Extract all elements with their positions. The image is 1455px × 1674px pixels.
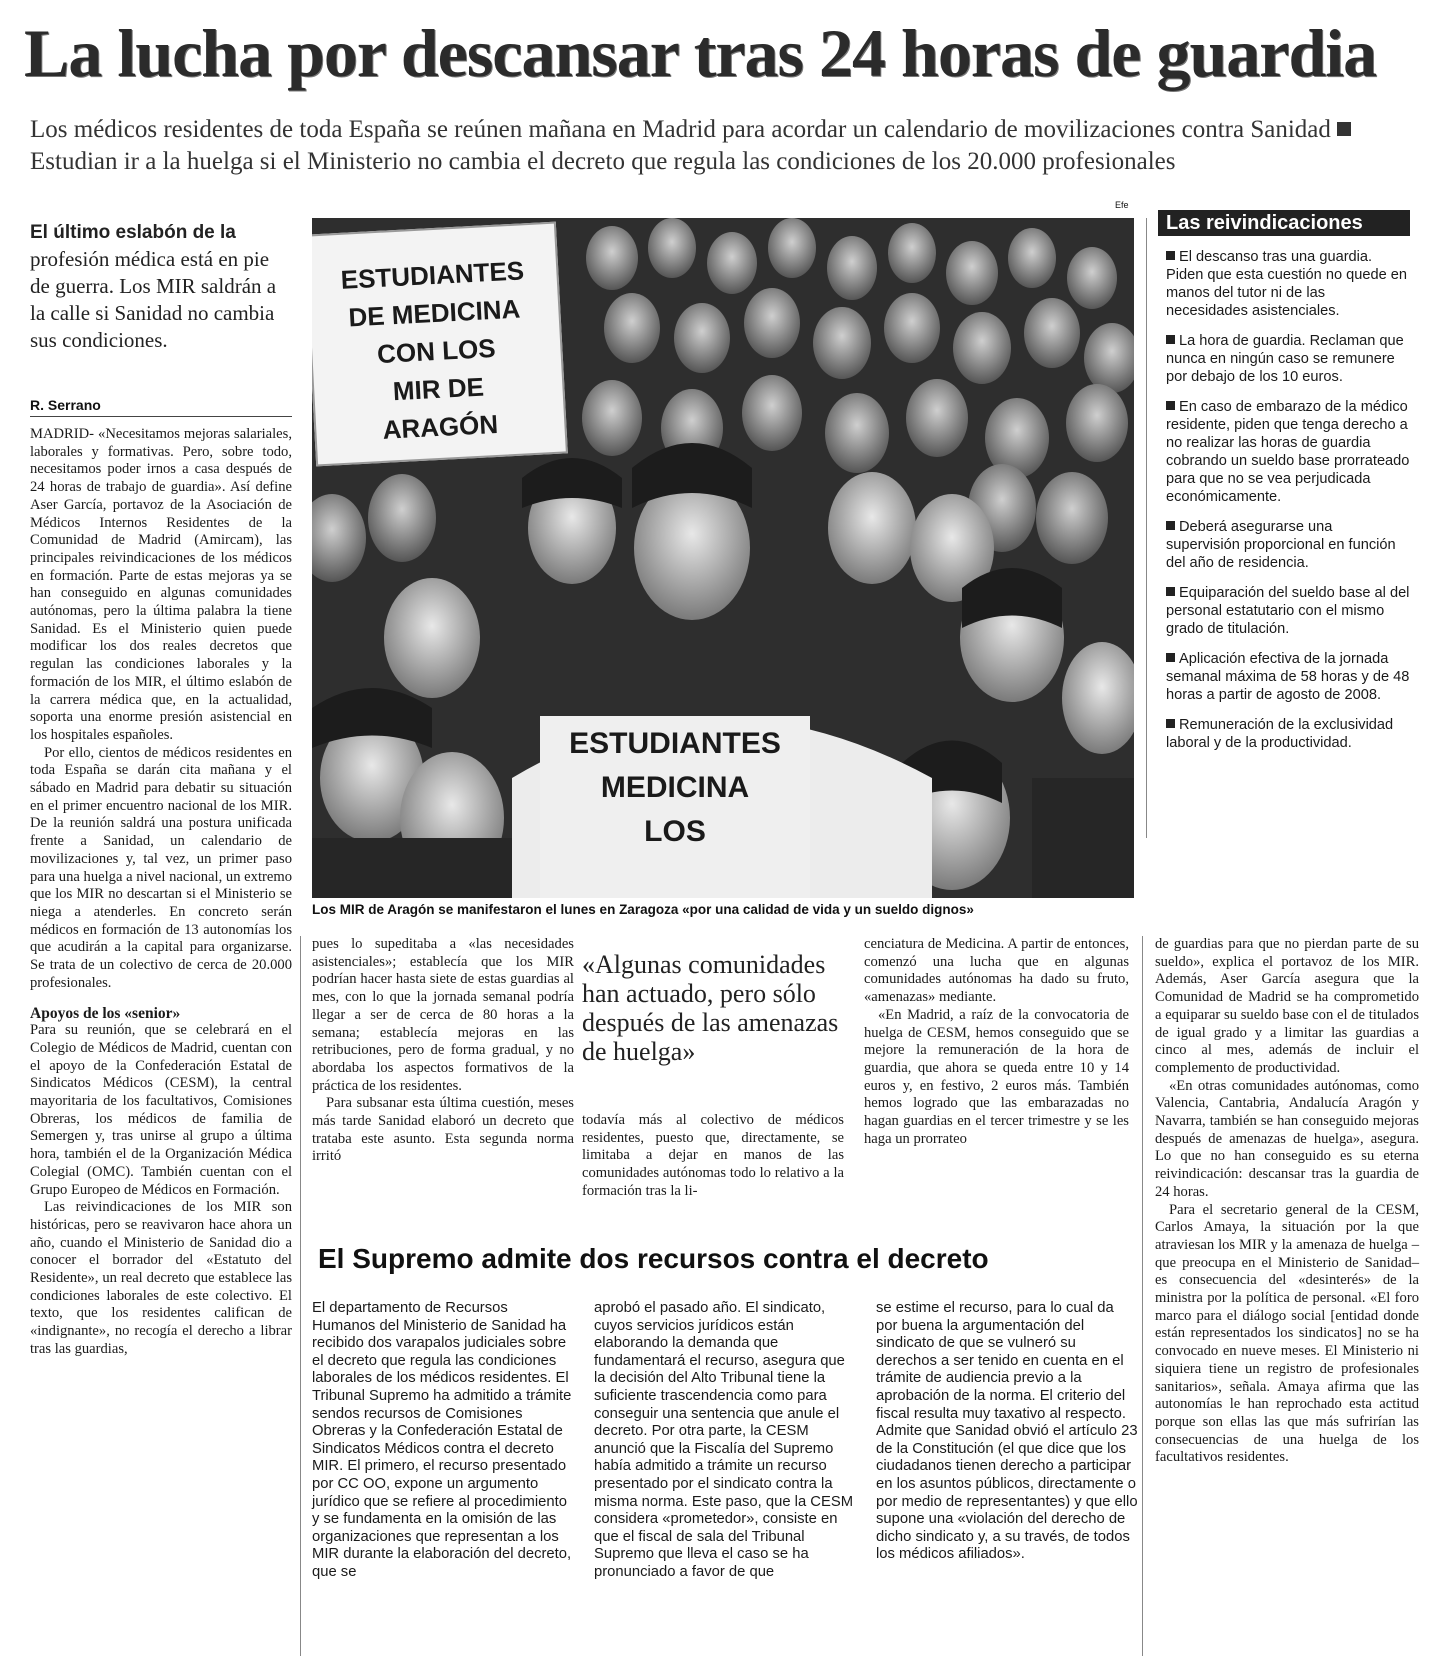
square-bullet-icon: [1166, 251, 1175, 260]
col5-paragraph-2: «En otras comunidades autónomas, como Valencia, Cantabria, Andalucía Aragón y Navarra, también se han conseguido mejoras después de amenazas de huelga», asegura. Lo que no han conseguido es su eterna reivindicación: descansar tras la guardia de 24 horas.: [1155, 1077, 1419, 1200]
col1-paragraph-3: Para su reunión, que se celebrará en el Colegio de Médicos de Madrid, cuentan con el apoyo de la Confederación Estatal de Sindicatos Médicos (CESM), la central mayoritaria de los facultativos, Comisiones Obreras, los médicos de familia de Semergen y, tras unirse al grupo a última hora, también el de la Organización Médica Colegial (OMC). También cuentan con el Grupo Europeo de Médicos en Formación.: [30, 1022, 292, 1198]
byline: R. Serrano: [30, 397, 292, 417]
column-divider: [1142, 936, 1143, 1656]
protest-sign-bottom: [540, 716, 810, 898]
square-bullet-icon: [1166, 521, 1175, 530]
reivindicaciones-title: Las reivindicaciones: [1158, 210, 1410, 236]
col5-paragraph-1: de guardias para que no pierdan parte de su sueldo», explica el portavoz de los MIR. Además, Aser García asegura que la Comunidad de Madrid se ha comprometido a equiparar su sueldo base con el de titulados de igual grado y a limitar las guardias a cinco al mes, además de incluir el complemento de productividad.: [1155, 936, 1419, 1076]
reivindicacion-text: Remuneración de la exclusividad laboral y de la productividad.: [1166, 717, 1394, 751]
column-2: [312, 936, 574, 1166]
reivindicacion-item: [1166, 584, 1410, 638]
lead-rest: profesión médica está en pie de guerra. Los MIR saldrán a la calle si Sanidad no cambia sus condiciones.: [30, 247, 277, 352]
col3-paragraph: todavía más al colectivo de médicos residentes, puesto que, directamente, se limitaba a dejar en manos de las comunidades autónomas todo lo relativo a la formación tras la li-: [582, 1112, 844, 1199]
column-divider: [300, 936, 301, 1656]
sign-bottom-line-3: LOS: [644, 815, 706, 848]
supremo-column-3: [876, 1300, 1138, 1564]
reivindicacion-text: La hora de guardia. Reclaman que nunca en ningún caso se remunere por debajo de los 10 euros.: [1166, 333, 1404, 385]
reivindicacion-item: [1166, 398, 1410, 506]
pull-quote: «Algunas comunidades han actuado, pero sólo después de las amenazas de huelga»: [582, 950, 839, 1066]
sign-top-line-5: ARAGÓN: [381, 408, 499, 445]
reivindicacion-text: El descanso tras una guardia. Piden que esta cuestión no quede en manos del tutor ni de las necesidades asistenciales.: [1166, 249, 1407, 319]
sidebar-divider: [1146, 218, 1147, 838]
photo-credit: Efe: [1115, 200, 1129, 210]
reivindicacion-item: [1166, 518, 1410, 572]
reivindicacion-text: En caso de embarazo de la médico residente, piden que tenga derecho a no realizar las horas de guardia cobrando un sueldo base prorrateado para que no se vea perjudicada económicamente.: [1166, 399, 1410, 505]
square-bullet-icon: [1166, 653, 1175, 662]
column-4: [864, 936, 1129, 1148]
supremo-text-2: aprobó el pasado año. El sindicato, cuyos servicios jurídicos están elaborando la demanda que fundamentará el recurso, asegura que la decisión del Alto Tribunal tiene la suficiente trascendencia como para conseguir una sentencia que anule el decreto. Por otra parte, la CESM anunció que la Fiscalía del Supremo había admitido a trámite un recurso presentado por el sindicato contra la misma norma. Este paso, que la CESM considera «prometedor», consiste en que el fiscal de sala del Tribunal Supremo que lleva el caso se ha pronunciado a favor de que: [594, 1300, 854, 1580]
sign-top-line-2: DE MEDICINA: [347, 293, 521, 333]
reivindicacion-text: Equiparación del sueldo base al del personal estatutario con el mismo grado de titulación.: [1166, 585, 1410, 637]
subhead-part2: Estudian ir a la huelga si el Ministerio no cambia el decreto que regula las condiciones de los 20.000 profesionales: [30, 148, 1176, 175]
subhead-part1: Los médicos residentes de toda España se reúnen mañana en Madrid para acordar un calendario de movilizaciones contra Sanidad: [30, 116, 1331, 143]
col4-paragraph-1: cenciatura de Medicina. A partir de entonces, comenzó una lucha que en algunas comunidades autónomas ha dado su fruto, «amenazas» mediante.: [864, 936, 1129, 1006]
reivindicaciones-list: [1166, 248, 1410, 764]
supremo-text-3: se estime el recurso, para lo cual da por buena la argumentación del sindicato de que se vulneró su derechos a ser tenido en cuenta en el trámite de audiencia previo a la aprobación de la norma. El criterio del fiscal resulta muy taxativo al respecto. Admite que Sanidad obvió el artículo 23 de la Constitución (el que dice que los ciudadanos tienen derecho a participar en los asuntos públicos, directamente o por medio de representantes) y que ello supone una «violación del derecho de dicho sindicato y, a su través, de todos los médicos afiliados».: [876, 1300, 1138, 1563]
protest-photo: [312, 218, 1134, 898]
supremo-column-2: [594, 1300, 856, 1582]
sign-top-line-4: MIR DE: [392, 371, 485, 407]
col1-paragraph-4: Las reivindicaciones de los MIR son históricas, pero se reavivaron hace ahora un año, cuando el Ministerio de Sanidad dio a conocer el borrador del «Estatuto del Residente», un real decreto que establece las condiciones laborales de este colectivo. El texto, que los residentes califican de «indignante», no recogía el derecho a librar tras las guardias,: [30, 1199, 292, 1357]
column-3: [582, 1112, 844, 1201]
reivindicacion-item: [1166, 650, 1410, 704]
lead: [30, 218, 292, 354]
col2-paragraph-2: Para subsanar esta última cuestión, meses más tarde Sanidad elaboró un decreto que trataba este asunto. Esta segunda norma irritó: [312, 1095, 574, 1165]
protest-sign-top: [312, 222, 568, 467]
reivindicacion-text: Aplicación efectiva de la jornada semanal máxima de 58 horas y de 48 horas a partir de agosto de 2008.: [1166, 651, 1410, 703]
col5-paragraph-3: Para el secretario general de la CESM, Carlos Amaya, la situación por la que atraviesan los MIR y la amenaza de huelga –que preocupa en el Ministerio de Sanidad– es consecuencia del «desinterés» de la ministra por la política de personal. «El foro marco para el diálogo social [entidad donde están representados los sindicatos] no se ha convocado en nueve meses. El Ministerio ni siquiera tiene un registro de profesionales sanitarios», señala. Amaya afirma que las autonomías le han reprochado esta actitud porque son ellas las que más sufrirían las consecuencias de una huelga de los facultativos residentes.: [1155, 1201, 1419, 1466]
square-bullet-icon: [1166, 335, 1175, 344]
headline: La lucha por descansar tras 24 horas de guardia: [24, 15, 1377, 91]
square-bullet-icon: [1166, 719, 1175, 728]
reivindicacion-item: [1166, 332, 1410, 386]
square-bullet-icon: [1166, 401, 1175, 410]
col1-paragraph-2: Por ello, cientos de médicos residentes en toda España se darán cita mañana y el sábado en Madrid para debatir su situación en el primer encuentro nacional de los MIR. De la reunión saldrá una postura unificada frente a Sanidad, un calendario de movilizaciones y, tal vez, un primer paso para una huelga a nivel nacional, un extremo que los MIR no descartan si el Ministerio se niega a atenderles. En concreto serán médicos en formación de 13 autonomías los que acudirán a la capital para organizarse. Se trata de un colectivo de cerca de 20.000 profesionales.: [30, 744, 292, 991]
sign-top-line-1: ESTUDIANTES: [339, 255, 525, 295]
supremo-title: El Supremo admite dos recursos contra el decreto: [318, 1243, 989, 1274]
supremo-text-1: El departamento de Recursos Humanos del Ministerio de Sanidad ha recibido dos varapalos judiciales sobre el decreto que regula las condiciones laborales de los médicos residentes. El Tribunal Supremo ha admitido a trámite sendos recursos de Comisiones Obreras y la Confederación Estatal de Sindicatos Médicos contra el decreto MIR. El primero, el recurso presentado por CC OO, expone un argumento jurídico que se refiere al procedimiento y se fundamenta en la omisión de las organizaciones que representan a los MIR durante la elaboración del decreto, que se: [312, 1300, 572, 1580]
column-1: [30, 426, 292, 1359]
reivindicacion-item: [1166, 248, 1410, 320]
square-bullet-icon: [1337, 122, 1351, 136]
col1-subtitle: Apoyos de los «senior»: [30, 1004, 181, 1022]
reivindicacion-item: [1166, 716, 1410, 752]
sign-bottom-line-2: MEDICINA: [600, 771, 750, 804]
column-5: [1155, 936, 1419, 1467]
reivindicacion-text: Deberá asegurarse una supervisión proporcional en función del año de residencia.: [1166, 519, 1396, 571]
subhead: [30, 114, 1440, 178]
lead-bold: El último eslabón de la: [30, 222, 236, 243]
col4-paragraph-2: «En Madrid, a raíz de la convocatoria de huelga de CESM, hemos conseguido que se mejore la remuneración de la hora de guardia, que ahora se queda entre 10 y 14 euros y, en festivo, 2 euros más. También hemos logrado que las embarazadas no hagan guardias en el tercer trimestre y se les haga un prorrateo: [864, 1006, 1129, 1147]
sign-top-line-3: CON LOS: [376, 332, 497, 370]
col2-paragraph-1: pues lo supeditaba a «las necesidades asistenciales»; establecía que los MIR podrían hacer hasta siete de estas guardias al mes, con lo que la jornada semanal podría llegar a ser de cerca de 80 horas a la semana; establecía mejoras en las retribuciones, pero de forma gradual, y no abordaba los aspectos formativos de la práctica de los residentes.: [312, 936, 574, 1094]
photo-caption: Los MIR de Aragón se manifestaron el lunes en Zaragoza «por una calidad de vida y un sueldo dignos»: [312, 902, 974, 917]
square-bullet-icon: [1166, 587, 1175, 596]
supremo-column-1: [312, 1300, 574, 1582]
col1-paragraph-1: MADRID- «Necesitamos mejoras salariales, laborales y formativas. Pero, sobre todo, necesitamos poder irnos a casa después de 24 horas de trabajo de guardia». Así define Aser García, portavoz de la Asociación de Médicos Internos Residentes de la Comunidad de Madrid (Amircam), las principales reivindicaciones de los médicos en formación. Parte de estas mejoras ya se han conseguido en algunas comunidades autónomas, pero la última palabra la tiene Sanidad. Es el Ministerio quien puede modificar los dos reales decretos que regulan las condiciones laborales y la formación de los MIR, el último eslabón de la carrera médica que, en la actualidad, soporta una enorme presión asistencial en los hospitales españoles.: [30, 426, 292, 743]
sign-bottom-line-1: ESTUDIANTES: [569, 727, 781, 760]
